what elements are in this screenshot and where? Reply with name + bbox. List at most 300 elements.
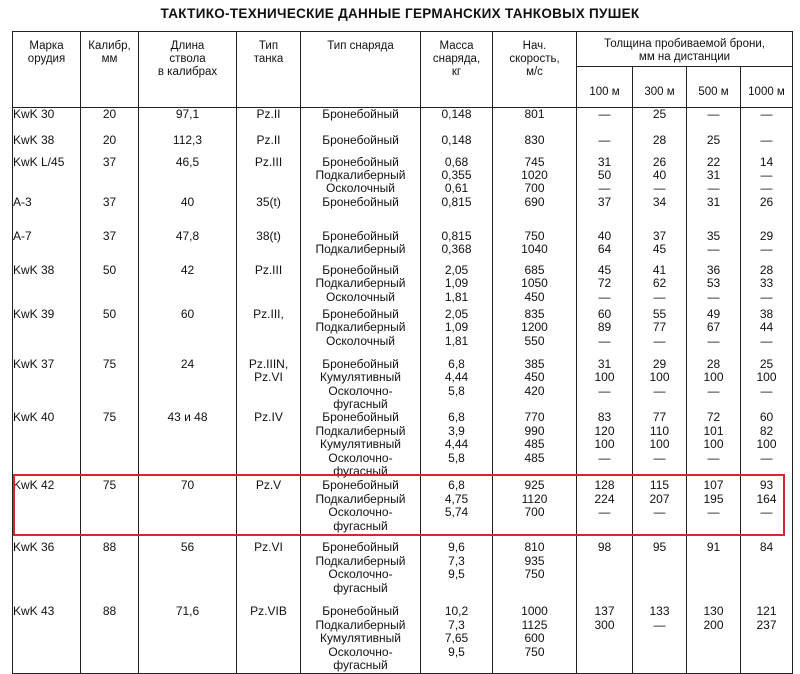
mass-value: 9,5 bbox=[448, 567, 465, 582]
penetration-100m: 31 bbox=[597, 154, 612, 169]
shell-type: Осколочный bbox=[326, 181, 395, 196]
penetration-300m: 55 bbox=[652, 306, 667, 321]
mass-value: 10,2 bbox=[444, 604, 469, 619]
penetration-500m: 72 bbox=[706, 410, 721, 425]
shell-type: Подкалиберный bbox=[315, 491, 406, 506]
shell-type-cell bbox=[301, 605, 421, 673]
speed-value: 990 bbox=[524, 423, 545, 438]
penetration-1000m-cell bbox=[741, 541, 793, 605]
penetration-1000m bbox=[741, 632, 792, 645]
length-value-cell bbox=[139, 108, 237, 134]
length-value-cell bbox=[139, 308, 237, 358]
tank-type: Pz.III bbox=[254, 154, 283, 169]
penetration-500m: 53 bbox=[706, 276, 721, 291]
tank-type: Pz.III, bbox=[253, 306, 284, 321]
mass-value: 4,44 bbox=[444, 437, 469, 452]
table-row bbox=[13, 156, 793, 196]
penetration-1000m: 121 bbox=[756, 604, 777, 619]
caliber-value: 37 bbox=[102, 154, 117, 169]
table-row bbox=[13, 134, 793, 156]
shell-type: Бронебойный bbox=[322, 410, 399, 425]
shell-type: Бронебойный bbox=[322, 604, 399, 619]
length-value-cell bbox=[139, 230, 237, 264]
penetration-100m: 100 bbox=[594, 437, 615, 452]
penetration-500m-cell bbox=[687, 479, 741, 541]
caliber-value-cell bbox=[81, 358, 139, 412]
tank-type: Pz.IIIN, bbox=[248, 356, 289, 371]
mass-value: 4,75 bbox=[444, 491, 469, 506]
penetration-500m: 107 bbox=[703, 478, 724, 493]
mass-value-cell bbox=[421, 196, 493, 230]
speed-value-cell bbox=[493, 308, 577, 358]
mass-value: 1,09 bbox=[444, 276, 469, 291]
header-length bbox=[139, 32, 237, 108]
speed-value: 1000 bbox=[521, 604, 548, 619]
penetration-300m: 100 bbox=[649, 370, 670, 385]
gun-name: KwK 38 bbox=[13, 262, 55, 277]
tank-type: 35(t) bbox=[256, 194, 281, 209]
penetration-1000m: 93 bbox=[759, 478, 774, 493]
speed-value: 450 bbox=[524, 289, 545, 304]
penetration-500m bbox=[687, 465, 740, 478]
penetration-1000m: 26 bbox=[759, 194, 774, 209]
length-value-cell bbox=[139, 264, 237, 308]
penetration-1000m: 100 bbox=[756, 437, 777, 452]
penetration-100m bbox=[577, 465, 632, 478]
mass-value-cell bbox=[421, 411, 493, 479]
penetration-500m: 25 bbox=[706, 132, 721, 147]
shell-type: Бронебойный bbox=[322, 194, 399, 209]
shell-type-cell bbox=[301, 264, 421, 308]
speed-value: 450 bbox=[524, 370, 545, 385]
penetration-100m-cell bbox=[577, 134, 633, 156]
header-tank bbox=[237, 32, 301, 108]
speed-value bbox=[493, 465, 576, 478]
penetration-1000m: — bbox=[760, 289, 773, 304]
penetration-1000m bbox=[741, 520, 792, 533]
mass-value bbox=[421, 582, 492, 595]
penetration-500m-cell bbox=[687, 411, 741, 479]
speed-value-cell bbox=[493, 411, 577, 479]
speed-value-cell bbox=[493, 541, 577, 605]
header-line: в калибрах bbox=[157, 66, 218, 78]
shell-type: Осколочно- bbox=[328, 644, 393, 659]
penetration-1000m: 44 bbox=[759, 320, 774, 335]
mass-value: 9,6 bbox=[448, 540, 465, 555]
penetration-300m: — bbox=[653, 450, 666, 465]
header-line: Длина bbox=[170, 40, 205, 52]
penetration-100m-cell bbox=[577, 605, 633, 673]
table-row bbox=[13, 264, 793, 308]
mass-value: 6,8 bbox=[448, 478, 465, 493]
tank-type: Pz.III bbox=[254, 262, 283, 277]
speed-value: 700 bbox=[524, 181, 545, 196]
penetration-300m-cell bbox=[633, 156, 687, 196]
penetration-500m-cell bbox=[687, 230, 741, 264]
penetration-100m bbox=[577, 568, 632, 581]
penetration-100m: 45 bbox=[597, 262, 612, 277]
shell-type: Бронебойный bbox=[322, 540, 399, 555]
gun-name-cell bbox=[13, 108, 81, 134]
header-line: кг bbox=[451, 66, 462, 78]
penetration-500m: 100 bbox=[703, 370, 724, 385]
penetration-100m-cell bbox=[577, 264, 633, 308]
header-line: орудия bbox=[27, 53, 66, 65]
penetration-100m: 300 bbox=[594, 617, 615, 632]
tank-type: Pz.V bbox=[255, 478, 282, 493]
shell-type: Бронебойный bbox=[322, 228, 399, 243]
tank-type: Pz.VI bbox=[254, 540, 283, 555]
tank-type: Pz.VI bbox=[254, 370, 283, 385]
length-value: 97,1 bbox=[175, 107, 200, 121]
shell-type: Бронебойный bbox=[322, 132, 399, 147]
shell-type-cell bbox=[301, 541, 421, 605]
penetration-300m bbox=[633, 646, 686, 659]
penetration-500m: — bbox=[707, 450, 720, 465]
penetration-300m: 41 bbox=[652, 262, 667, 277]
shell-type: Осколочный bbox=[326, 289, 395, 304]
tank-type-cell bbox=[237, 605, 301, 673]
penetration-500m-cell bbox=[687, 196, 741, 230]
tank-type-cell bbox=[237, 196, 301, 230]
penetration-100m-cell bbox=[577, 108, 633, 134]
shell-type-cell bbox=[301, 411, 421, 479]
penetration-500m bbox=[687, 659, 740, 672]
shell-type-cell bbox=[301, 479, 421, 541]
length-value: 71,6 bbox=[175, 604, 200, 619]
mass-value: 1,81 bbox=[444, 289, 469, 304]
penetration-300m: 25 bbox=[652, 107, 667, 121]
mass-value: 1,09 bbox=[444, 320, 469, 335]
penetration-300m: 133 bbox=[649, 604, 670, 619]
penetration-500m bbox=[687, 632, 740, 645]
penetration-100m: — bbox=[598, 450, 611, 465]
gun-name-cell bbox=[13, 541, 81, 605]
penetration-300m: 45 bbox=[652, 242, 667, 257]
mass-value: 7,3 bbox=[448, 553, 465, 568]
header-line: скорость, bbox=[509, 53, 560, 65]
header-speed bbox=[493, 32, 577, 108]
mass-value: 6,8 bbox=[448, 410, 465, 425]
penetration-100m: 100 bbox=[594, 370, 615, 385]
length-value: 40 bbox=[180, 194, 195, 209]
penetration-1000m-cell bbox=[741, 156, 793, 196]
penetration-500m: 101 bbox=[703, 423, 724, 438]
tank-type-cell bbox=[237, 230, 301, 264]
penetration-1000m-cell bbox=[741, 479, 793, 541]
penetration-500m-cell bbox=[687, 156, 741, 196]
caliber-value: 37 bbox=[102, 228, 117, 243]
tank-type: Pz.II bbox=[256, 107, 281, 121]
penetration-1000m: 100 bbox=[756, 370, 777, 385]
mass-value: 7,65 bbox=[444, 631, 469, 646]
gun-name: KwK L/45 bbox=[13, 154, 65, 169]
speed-value: 935 bbox=[524, 553, 545, 568]
speed-value bbox=[493, 398, 576, 411]
table-title: ТАКТИКО-ТЕХНИЧЕСКИЕ ДАННЫЕ ГЕРМАНСКИХ ТАНКОВЫХ ПУШЕК bbox=[160, 6, 640, 21]
mass-value: 7,3 bbox=[448, 617, 465, 632]
mass-value bbox=[421, 659, 492, 672]
shell-type-cell bbox=[301, 358, 421, 412]
penetration-300m-cell bbox=[633, 264, 687, 308]
mass-value: 5,8 bbox=[448, 450, 465, 465]
gun-name: KwK 38 bbox=[13, 132, 55, 147]
penetration-1000m: 237 bbox=[756, 617, 777, 632]
speed-value: 550 bbox=[524, 333, 545, 348]
mass-value: 0,815 bbox=[441, 228, 472, 243]
penetration-1000m-cell bbox=[741, 264, 793, 308]
tank-type-cell bbox=[237, 541, 301, 605]
penetration-1000m: — bbox=[760, 132, 773, 147]
speed-value: 1020 bbox=[521, 167, 548, 182]
penetration-1000m bbox=[741, 646, 792, 659]
speed-value bbox=[493, 582, 576, 595]
mass-value-cell bbox=[421, 230, 493, 264]
penetration-300m: 95 bbox=[652, 540, 667, 555]
penetration-500m bbox=[687, 568, 740, 581]
tank-type-cell bbox=[237, 308, 301, 358]
header-gun bbox=[13, 32, 81, 108]
speed-value: 1120 bbox=[521, 491, 548, 506]
header-line: Тип bbox=[258, 40, 279, 52]
penetration-1000m bbox=[741, 398, 792, 411]
mass-value: 0,815 bbox=[441, 194, 472, 209]
penetration-500m-cell bbox=[687, 541, 741, 605]
length-value: 70 bbox=[180, 478, 195, 493]
speed-value: 750 bbox=[524, 567, 545, 582]
gun-name: KwK 36 bbox=[13, 540, 55, 555]
penetration-500m: 31 bbox=[706, 167, 721, 182]
shell-type: Подкалиберный bbox=[315, 320, 406, 335]
penetration-100m: 37 bbox=[597, 194, 612, 209]
header-line: танка bbox=[253, 53, 284, 65]
caliber-value: 75 bbox=[102, 478, 117, 493]
header-distance: 1000 м bbox=[741, 67, 793, 108]
penetration-1000m-cell bbox=[741, 134, 793, 156]
penetration-300m bbox=[633, 465, 686, 478]
speed-value-cell bbox=[493, 230, 577, 264]
gun-name: A-7 bbox=[13, 228, 32, 243]
penetration-300m bbox=[633, 659, 686, 672]
penetration-1000m: — bbox=[760, 181, 773, 196]
mass-value-cell bbox=[421, 605, 493, 673]
length-value-cell bbox=[139, 541, 237, 605]
header-line: Толщина пробиваемой брони, bbox=[604, 38, 765, 50]
length-value-cell bbox=[139, 156, 237, 196]
length-value: 24 bbox=[180, 356, 195, 371]
length-value-cell bbox=[139, 479, 237, 541]
header-line: Масса bbox=[439, 40, 474, 52]
speed-value bbox=[493, 520, 576, 533]
penetration-300m-cell bbox=[633, 358, 687, 412]
speed-value: 801 bbox=[524, 107, 545, 121]
gun-name-cell bbox=[13, 196, 81, 230]
caliber-value-cell bbox=[81, 308, 139, 358]
penetration-100m: 64 bbox=[597, 242, 612, 257]
penetration-500m: 195 bbox=[703, 491, 724, 506]
penetration-1000m bbox=[741, 659, 792, 672]
penetration-1000m: 38 bbox=[759, 306, 774, 321]
speed-value: 685 bbox=[524, 262, 545, 277]
penetration-300m-cell bbox=[633, 230, 687, 264]
penetration-1000m bbox=[741, 568, 792, 581]
gun-name-cell bbox=[13, 134, 81, 156]
penetration-1000m: — bbox=[760, 505, 773, 520]
gun-specs-table bbox=[12, 31, 793, 674]
penetration-500m: 31 bbox=[706, 194, 721, 209]
caliber-value-cell bbox=[81, 411, 139, 479]
penetration-300m bbox=[633, 582, 686, 595]
penetration-300m: — bbox=[653, 617, 666, 632]
speed-value: 1200 bbox=[521, 320, 548, 335]
mass-value: 4,44 bbox=[444, 370, 469, 385]
tank-type-cell bbox=[237, 134, 301, 156]
header-shell bbox=[301, 32, 421, 108]
caliber-value-cell bbox=[81, 264, 139, 308]
shell-type: Кумулятивный bbox=[319, 437, 401, 452]
penetration-500m: 91 bbox=[706, 540, 721, 555]
penetration-1000m: — bbox=[760, 450, 773, 465]
length-value-cell bbox=[139, 605, 237, 673]
caliber-value: 88 bbox=[102, 604, 117, 619]
speed-value-cell bbox=[493, 358, 577, 412]
table-row bbox=[13, 541, 793, 605]
speed-value: 485 bbox=[524, 450, 545, 465]
penetration-300m-cell bbox=[633, 411, 687, 479]
penetration-100m: 98 bbox=[597, 540, 612, 555]
caliber-value: 50 bbox=[102, 262, 117, 277]
speed-value-cell bbox=[493, 156, 577, 196]
penetration-500m bbox=[687, 582, 740, 595]
caliber-value-cell bbox=[81, 196, 139, 230]
speed-value: 485 bbox=[524, 437, 545, 452]
speed-value: 1050 bbox=[521, 276, 548, 291]
penetration-300m bbox=[633, 632, 686, 645]
length-value-cell bbox=[139, 196, 237, 230]
penetration-300m bbox=[633, 398, 686, 411]
mass-value: 0,355 bbox=[441, 167, 472, 182]
penetration-300m: 207 bbox=[649, 491, 670, 506]
length-value-cell bbox=[139, 411, 237, 479]
tank-type: Pz.VIB bbox=[250, 604, 287, 619]
penetration-100m: — bbox=[598, 289, 611, 304]
header-line: ствола bbox=[169, 53, 206, 65]
gun-name-cell bbox=[13, 411, 81, 479]
penetration-1000m: 82 bbox=[759, 423, 774, 438]
shell-type: Кумулятивный bbox=[319, 370, 401, 385]
penetration-500m: 100 bbox=[703, 437, 724, 452]
penetration-500m: — bbox=[707, 181, 720, 196]
tank-type-cell bbox=[237, 358, 301, 412]
speed-value: 600 bbox=[524, 631, 545, 646]
caliber-value-cell bbox=[81, 108, 139, 134]
mass-value-cell bbox=[421, 358, 493, 412]
tank-type: 38(t) bbox=[256, 228, 281, 243]
shell-type: фугасный bbox=[333, 580, 388, 595]
header-line: Тип снаряда bbox=[327, 40, 394, 52]
tank-type-cell bbox=[237, 108, 301, 134]
gun-name: KwK 37 bbox=[13, 356, 55, 371]
penetration-500m bbox=[687, 520, 740, 533]
tank-type-cell bbox=[237, 156, 301, 196]
length-value-cell bbox=[139, 358, 237, 412]
penetration-1000m: 29 bbox=[759, 228, 774, 243]
shell-type: Бронебойный bbox=[322, 107, 399, 121]
penetration-100m: 50 bbox=[597, 167, 612, 182]
penetration-100m: — bbox=[598, 505, 611, 520]
speed-value: 750 bbox=[524, 644, 545, 659]
penetration-300m: — bbox=[653, 383, 666, 398]
penetration-300m: 77 bbox=[652, 410, 667, 425]
shell-type-cell bbox=[301, 230, 421, 264]
gun-name: KwK 40 bbox=[13, 410, 55, 425]
shell-type: Подкалиберный bbox=[315, 242, 406, 257]
penetration-1000m-cell bbox=[741, 308, 793, 358]
mass-value-cell bbox=[421, 479, 493, 541]
gun-name-cell bbox=[13, 230, 81, 264]
length-value: 60 bbox=[180, 306, 195, 321]
mass-value: 0,148 bbox=[441, 132, 472, 147]
speed-value-cell bbox=[493, 134, 577, 156]
penetration-1000m: 60 bbox=[759, 410, 774, 425]
mass-value-cell bbox=[421, 156, 493, 196]
shell-type: Подкалиберный bbox=[315, 617, 406, 632]
penetration-100m-cell bbox=[577, 411, 633, 479]
penetration-500m: 22 bbox=[706, 154, 721, 169]
speed-value-cell bbox=[493, 196, 577, 230]
shell-type: фугасный bbox=[333, 396, 388, 411]
penetration-100m-cell bbox=[577, 479, 633, 541]
penetration-1000m-cell bbox=[741, 230, 793, 264]
shell-type: фугасный bbox=[333, 518, 388, 533]
table-row bbox=[13, 479, 793, 541]
penetration-500m: 36 bbox=[706, 262, 721, 277]
penetration-100m: — bbox=[598, 333, 611, 348]
penetration-300m-cell bbox=[633, 479, 687, 541]
penetration-100m: — bbox=[598, 181, 611, 196]
shell-type-cell bbox=[301, 196, 421, 230]
shell-type: фугасный bbox=[333, 657, 388, 672]
caliber-value: 50 bbox=[102, 306, 117, 321]
mass-value: 5,74 bbox=[444, 505, 469, 520]
penetration-300m bbox=[633, 555, 686, 568]
penetration-500m: — bbox=[707, 505, 720, 520]
speed-value: 750 bbox=[524, 228, 545, 243]
speed-value: 835 bbox=[524, 306, 545, 321]
speed-value: 700 bbox=[524, 505, 545, 520]
penetration-500m: — bbox=[707, 383, 720, 398]
header-line: мм bbox=[101, 53, 118, 65]
penetration-300m: 29 bbox=[652, 356, 667, 371]
speed-value: 770 bbox=[524, 410, 545, 425]
penetration-300m-cell bbox=[633, 541, 687, 605]
speed-value: 385 bbox=[524, 356, 545, 371]
penetration-100m bbox=[577, 520, 632, 533]
penetration-500m bbox=[687, 646, 740, 659]
tank-type-cell bbox=[237, 479, 301, 541]
penetration-100m-cell bbox=[577, 196, 633, 230]
penetration-1000m-cell bbox=[741, 196, 793, 230]
penetration-1000m: 14 bbox=[759, 154, 774, 169]
speed-value-cell bbox=[493, 479, 577, 541]
mass-value: 1,81 bbox=[444, 333, 469, 348]
gun-name-cell bbox=[13, 479, 81, 541]
length-value: 46,5 bbox=[175, 154, 200, 169]
speed-value: 1125 bbox=[521, 617, 548, 632]
shell-type: Бронебойный bbox=[322, 306, 399, 321]
penetration-300m-cell bbox=[633, 108, 687, 134]
penetration-100m bbox=[577, 646, 632, 659]
